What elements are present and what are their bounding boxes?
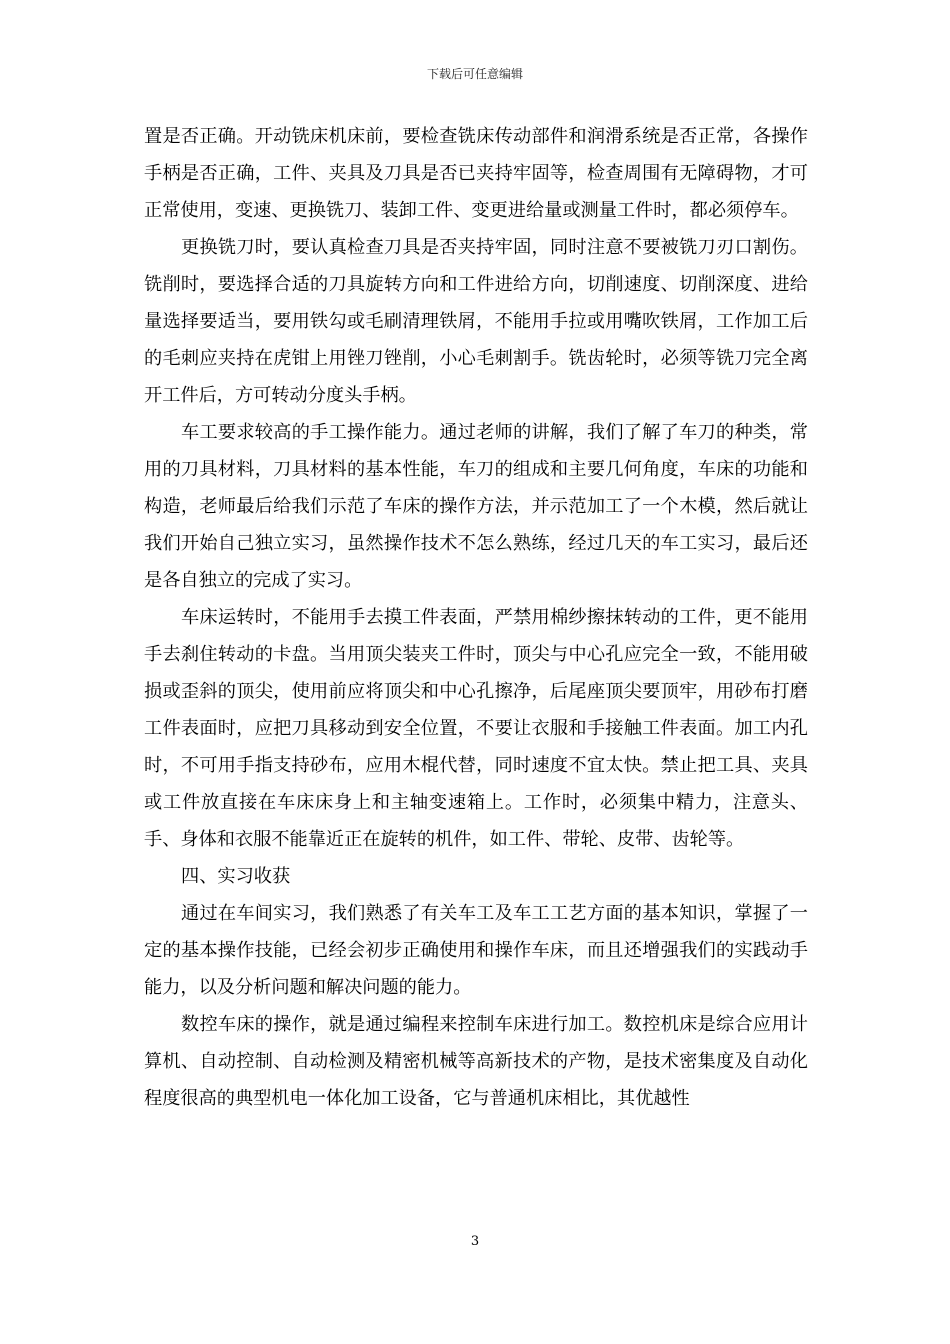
page-number: 3: [470, 1234, 480, 1249]
paragraph-cnc-lathe: 数控车床的操作，就是通过编程来控制车床进行加工。数控机床是综合应用计算机、自动控制、自动检测及精密机械等高新技术的产物，是技术密集度及自动化程度很高的典型机电一体化加工设备，它与普通机床相比，其优越性: [144, 1014, 808, 1109]
section-heading: 四、实习收获: [181, 866, 291, 887]
paragraph-gains: 通过在车间实习，我们熟悉了有关车工及车工工艺方面的基本知识，掌握了一定的基本操作技能，已经会初步正确使用和操作车床，而且还增强我们的实践动手能力，以及分析问题和解决问题的能力。: [144, 903, 808, 998]
document-body: [144, 118, 808, 1117]
paragraph-continuation: 置是否正确。开动铣床机床前，要检查铣床传动部件和润滑系统是否正常，各操作手柄是否正确，工件、夹具及刀具是否已夹持牢固等，检查周围有无障碍物，才可正常使用，变速、更换铣刀、装卸工件、变更进给量或测量工件时，都必须停车。: [144, 126, 808, 221]
paragraph-lathe-safety: 车床运转时，不能用手去摸工件表面，严禁用棉纱擦抹转动的工件，更不能用手去刹住转动的卡盘。当用顶尖装夹工件时，顶尖与中心孔应完全一致，不能用破损或歪斜的顶尖，使用前应将顶尖和中心孔擦净，后尾座顶尖要顶牢，用砂布打磨工件表面时，应把刀具移动到安全位置，不要让衣服和手接触工件表面。加工内孔时，不可用手指支持砂布，应用木棍代替，同时速度不宜太快。禁止把工具、夹具或工件放直接在车床床身上和主轴变速箱上。工作时，必须集中精力，注意头、手、身体和衣服不能靠近正在旋转的机件，如工件、带轮、皮带、齿轮等。: [144, 607, 808, 850]
paragraph-milling-cutter: 更换铣刀时，要认真检查刀具是否夹持牢固，同时注意不要被铣刀刃口割伤。铣削时，要选择合适的刀具旋转方向和工件进给方向，切削速度、切削深度、进给量选择要适当，要用铁勾或毛刷清理铁屑，不能用手拉或用嘴吹铁屑，工作加工后的毛刺应夹持在虎钳上用锉刀锉削，小心毛刺割手。铣齿轮时，必须等铣刀完全离开工件后，方可转动分度头手柄。: [144, 237, 808, 406]
paragraph-turning-skills: 车工要求较高的手工操作能力。通过老师的讲解，我们了解了车刀的种类，常用的刀具材料，刀具材料的基本性能，车刀的组成和主要几何角度，车床的功能和构造，老师最后给我们示范了车床的操作方法，并示范加工了一个木模，然后就让我们开始自己独立实习，虽然操作技术不怎么熟练，经过几天的车工实习，最后还是各自独立的完成了实习。: [144, 422, 808, 591]
page-header: 下载后可任意编辑: [426, 67, 523, 81]
